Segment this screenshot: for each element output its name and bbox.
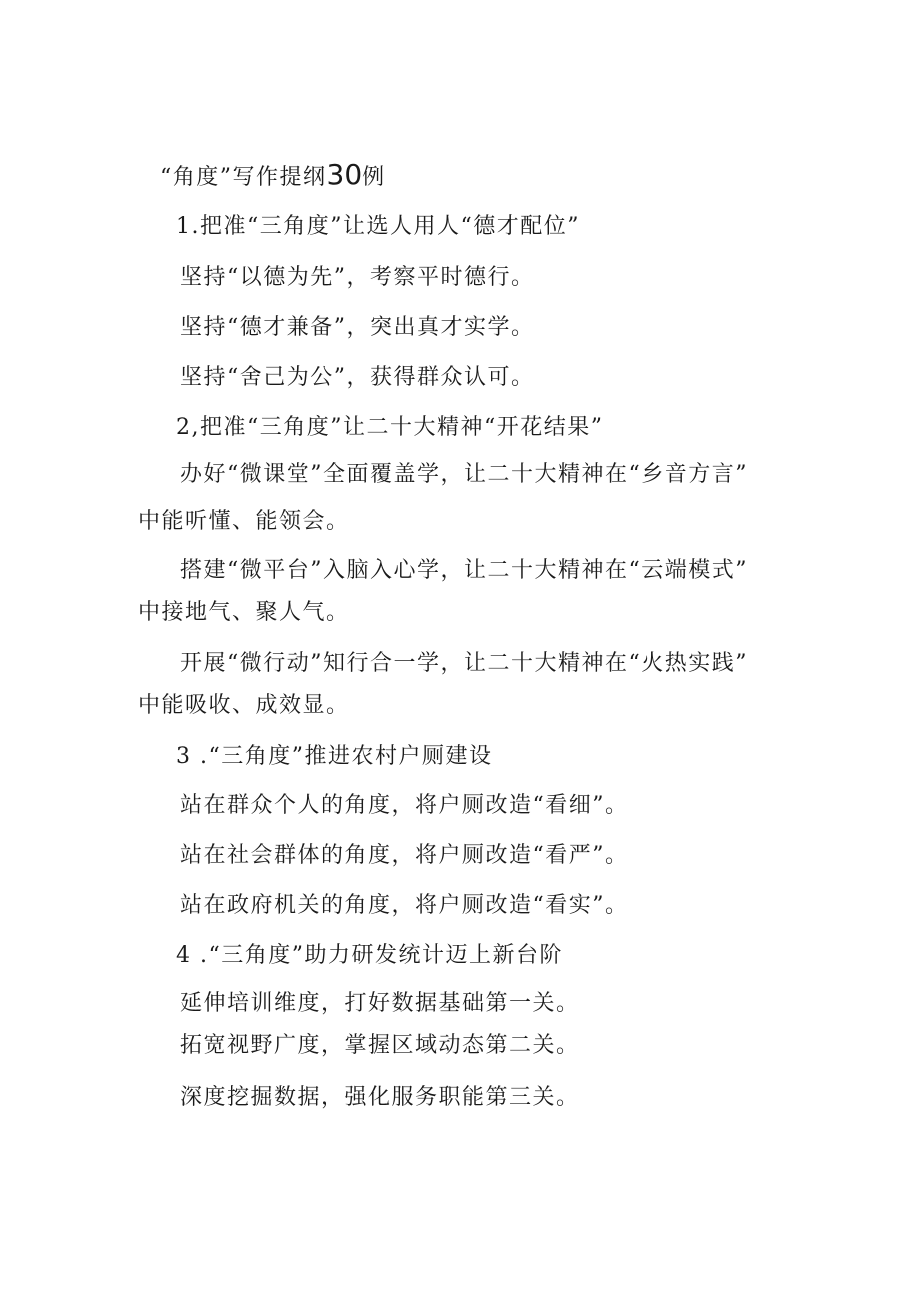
section-2-item-2-line-2: 中接地气、聚人气。 xyxy=(138,600,350,625)
section-heading-2: 2,把准“三角度”让二十大精神“开花结果” xyxy=(176,415,604,440)
section-3-item-3: 站在政府机关的角度，将户厕改造“看实”。 xyxy=(180,893,629,918)
section-2-item-2-line-1: 搭建“微平台”入脑入心学，让二十大精神在“云端模式” xyxy=(180,558,748,583)
section-1-item-1: 坚持“以德为先”，考察平时德行。 xyxy=(180,265,535,290)
section-4-item-2: 拓宽视野广度，掌握区域动态第二关。 xyxy=(180,1033,580,1058)
section-heading-4: 4 .“三角度”助力研发统计迈上新台阶 xyxy=(176,943,563,968)
section-2-item-1-line-1: 办好“微课堂”全面覆盖学，让二十大精神在“乡音方言” xyxy=(180,462,748,487)
title-number: 30 xyxy=(326,158,363,191)
section-4-item-3: 深度挖掘数据，强化服务职能第三关。 xyxy=(180,1085,580,1110)
section-1-item-2: 坚持“德才兼备”，突出真才实学。 xyxy=(180,315,535,340)
section-1-item-3: 坚持“舍己为公”，获得群众认可。 xyxy=(180,365,535,390)
section-4-item-1: 延伸培训维度，打好数据基础第一关。 xyxy=(180,991,580,1016)
document-title xyxy=(160,158,386,192)
section-2-item-1-line-2: 中能听懂、能领会。 xyxy=(138,509,350,534)
title-suffix: 例 xyxy=(362,165,386,190)
section-2-item-3-line-2: 中能吸收、成效显。 xyxy=(138,693,350,718)
section-heading-3: 3 .“三角度”推进农村户厕建设 xyxy=(176,744,493,769)
section-3-item-2: 站在社会群体的角度，将户厕改造“看严”。 xyxy=(180,843,629,868)
section-2-item-3-line-1: 开展“微行动”知行合一学，让二十大精神在“火热实践” xyxy=(180,651,748,676)
section-heading-1: 1.把准“三角度”让选人用人“德才配位” xyxy=(176,214,580,239)
section-3-item-1: 站在群众个人的角度，将户厕改造“看细”。 xyxy=(180,793,629,818)
title-prefix: “角度”写作提纲 xyxy=(160,165,327,190)
